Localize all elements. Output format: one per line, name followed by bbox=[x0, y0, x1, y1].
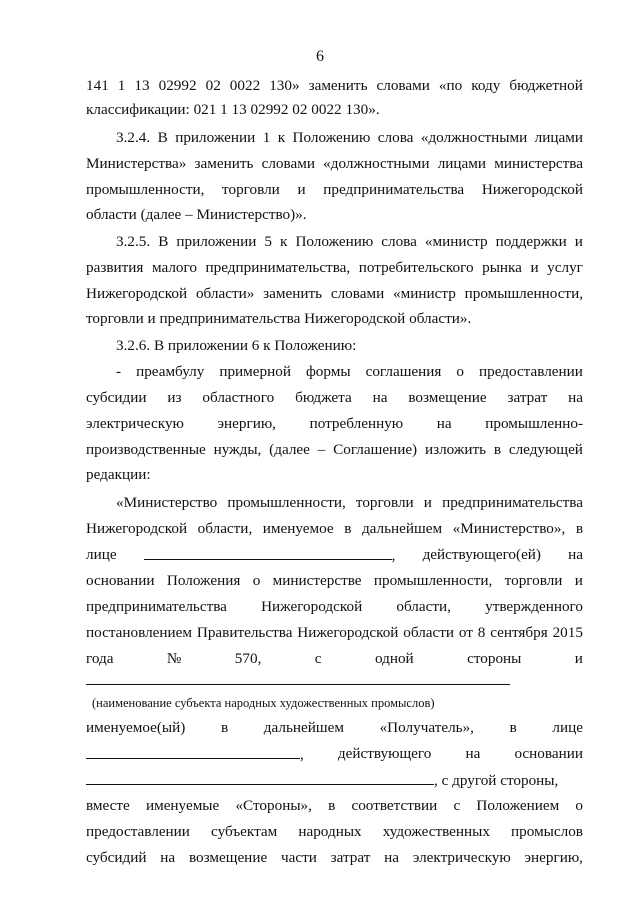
word: коду bbox=[471, 77, 501, 94]
word: Положением bbox=[476, 797, 560, 814]
word: с bbox=[453, 797, 461, 814]
word: к bbox=[280, 233, 288, 250]
word: 13 bbox=[134, 77, 150, 94]
text-line bbox=[86, 154, 583, 174]
word: дальнейшем bbox=[263, 719, 344, 736]
word: Правительства bbox=[196, 624, 293, 641]
word: предпринимательства bbox=[323, 181, 465, 198]
word: на bbox=[160, 849, 176, 866]
word: из bbox=[167, 389, 182, 406]
word: «министр bbox=[393, 285, 456, 302]
word: словами bbox=[376, 77, 430, 94]
word: в bbox=[509, 719, 517, 736]
text-line bbox=[86, 718, 583, 738]
word: преамбулу bbox=[136, 363, 205, 380]
word: рынка bbox=[482, 259, 522, 276]
word: министерства bbox=[494, 155, 583, 172]
text-line bbox=[86, 649, 583, 669]
word: и bbox=[423, 494, 432, 511]
word: словами bbox=[261, 155, 315, 172]
word: действующего(ей) bbox=[422, 546, 541, 563]
word: Министерства» bbox=[86, 155, 187, 172]
word: министерстве bbox=[272, 572, 362, 589]
word: Соглашение) bbox=[333, 441, 418, 458]
word: субсидий bbox=[86, 849, 147, 866]
word: 1 bbox=[117, 77, 126, 94]
word: основании bbox=[514, 745, 583, 762]
word: вместе bbox=[86, 797, 130, 814]
word: потребленную bbox=[309, 415, 404, 432]
word: области, bbox=[396, 598, 451, 615]
word: приложении bbox=[176, 233, 257, 250]
paragraph-3-2-5 bbox=[116, 232, 583, 252]
word: соответствии bbox=[351, 797, 438, 814]
word: 0022 bbox=[229, 77, 261, 94]
word: в bbox=[493, 441, 502, 458]
page-number: 6 bbox=[316, 48, 324, 65]
word: (далее bbox=[269, 441, 310, 458]
word: дальнейшем bbox=[361, 520, 443, 537]
word: субъектам bbox=[211, 823, 278, 840]
word: словами bbox=[330, 285, 385, 302]
word: промышленности, bbox=[227, 494, 346, 511]
word: возмещение bbox=[188, 849, 268, 866]
word: бюджета bbox=[295, 389, 352, 406]
word: Нижегородской bbox=[481, 181, 583, 198]
word: изложить bbox=[424, 441, 487, 458]
word: нужды, bbox=[213, 441, 262, 458]
word: части bbox=[280, 849, 317, 866]
word: потребительского bbox=[358, 259, 474, 276]
word: утвержденного bbox=[485, 598, 583, 615]
word: постановлением bbox=[86, 624, 193, 641]
word: предоставлении bbox=[478, 363, 583, 380]
word: лице bbox=[552, 719, 583, 736]
word: Нижегородской bbox=[86, 285, 188, 302]
word: торговли bbox=[355, 494, 414, 511]
word: В bbox=[158, 233, 169, 250]
word: «должностными bbox=[420, 129, 528, 146]
word: затрат bbox=[507, 389, 548, 406]
word: следующей bbox=[508, 441, 583, 458]
word: основании bbox=[86, 572, 155, 589]
word: народных bbox=[298, 823, 362, 840]
word: 570, bbox=[234, 650, 262, 667]
word: - bbox=[116, 363, 122, 380]
word: слова bbox=[381, 233, 417, 250]
text-line bbox=[86, 440, 583, 460]
word: о bbox=[575, 797, 583, 814]
word: лицами bbox=[437, 155, 487, 172]
word: стороны bbox=[467, 650, 522, 667]
text-line bbox=[116, 362, 583, 382]
word: художественных bbox=[382, 823, 490, 840]
word: в bbox=[344, 520, 352, 537]
word: на bbox=[568, 389, 583, 406]
quote-start bbox=[116, 493, 583, 513]
word: Положению bbox=[295, 233, 374, 250]
word: на bbox=[436, 415, 452, 432]
word: 141 bbox=[86, 77, 109, 94]
word: от bbox=[458, 624, 473, 641]
word: в bbox=[575, 520, 583, 537]
text-line-with-blank bbox=[86, 770, 583, 791]
word: именуемые bbox=[145, 797, 220, 814]
word: именуемое(ый) bbox=[86, 719, 186, 736]
fill-in-blank: , bbox=[86, 744, 304, 765]
word: субсидии bbox=[86, 389, 147, 406]
word: услуг bbox=[547, 259, 583, 276]
word: и bbox=[574, 572, 583, 589]
word: возмещение bbox=[408, 389, 487, 406]
word: слова bbox=[377, 129, 414, 146]
text-line: редакции: bbox=[86, 466, 151, 483]
word: 02992 bbox=[158, 77, 197, 94]
word: производственные bbox=[86, 441, 206, 458]
fill-in-blank bbox=[86, 684, 510, 685]
text-line: области (далее – Министерство)». bbox=[86, 206, 307, 223]
word: Нижегородской bbox=[86, 520, 188, 537]
fill-in-blank: , bbox=[144, 545, 396, 566]
word: «должностными bbox=[323, 155, 430, 172]
word: соглашения bbox=[365, 363, 442, 380]
word: действующего bbox=[337, 745, 432, 762]
word: 3.2.5. bbox=[116, 233, 151, 250]
word: В bbox=[157, 129, 168, 146]
word: торговли bbox=[222, 181, 280, 198]
text-line bbox=[86, 388, 583, 408]
text-line bbox=[86, 796, 583, 816]
word: «по bbox=[438, 77, 463, 94]
word: области, bbox=[197, 520, 253, 537]
word: на bbox=[465, 745, 481, 762]
text-line bbox=[86, 180, 583, 200]
word: области» bbox=[195, 285, 255, 302]
word: 02 bbox=[205, 77, 221, 94]
word: 5 bbox=[264, 233, 273, 250]
paragraph-3-2-6: 3.2.6. В приложении 6 к Положению: bbox=[116, 337, 357, 354]
word: одной bbox=[374, 650, 414, 667]
word: 1 bbox=[262, 129, 271, 146]
word: предпринимательства bbox=[86, 598, 227, 615]
word: поддержки bbox=[495, 233, 567, 250]
word: с bbox=[314, 650, 322, 667]
word: затрат bbox=[330, 849, 371, 866]
word: 8 bbox=[477, 624, 486, 641]
word: торговли bbox=[504, 572, 563, 589]
word: заменить bbox=[308, 77, 368, 94]
word: «Министерство bbox=[116, 494, 218, 511]
text-line bbox=[86, 623, 583, 643]
word: к bbox=[277, 129, 286, 146]
word: примерной bbox=[219, 363, 291, 380]
word: заменить bbox=[194, 155, 254, 172]
word: энергию, bbox=[217, 415, 276, 432]
word: в bbox=[220, 719, 229, 736]
word: именуемое bbox=[262, 520, 334, 537]
word: малого bbox=[151, 259, 197, 276]
word: лицами bbox=[534, 129, 583, 146]
blank-caption: (наименование субъекта народных художественных промыслов) bbox=[92, 696, 435, 710]
fill-in-blank: , bbox=[86, 772, 438, 789]
text-line bbox=[86, 519, 583, 539]
word: областного bbox=[202, 389, 275, 406]
word: промышленно- bbox=[485, 415, 583, 432]
word: на bbox=[372, 389, 388, 406]
word: предпринимательства, bbox=[205, 259, 351, 276]
text-line: торговли и предпринимательства Нижегородской области». bbox=[86, 310, 472, 327]
word: о bbox=[252, 572, 261, 589]
word: электрическую bbox=[86, 415, 184, 432]
text-line bbox=[86, 848, 583, 868]
word: 2015 bbox=[552, 624, 583, 641]
word: на bbox=[384, 849, 400, 866]
text-line bbox=[86, 258, 583, 278]
word: области bbox=[403, 624, 455, 641]
word: о bbox=[456, 363, 464, 380]
word: «Стороны», bbox=[235, 797, 312, 814]
word: и bbox=[574, 233, 583, 250]
word: в bbox=[328, 797, 336, 814]
text-line-with-blank bbox=[86, 744, 583, 765]
word: – bbox=[317, 441, 326, 458]
word: Положению bbox=[292, 129, 371, 146]
word: «министр bbox=[424, 233, 488, 250]
word: № bbox=[166, 650, 182, 667]
text-line bbox=[86, 284, 583, 304]
word: 130» bbox=[269, 77, 300, 94]
word: предоставлении bbox=[86, 823, 190, 840]
word: на bbox=[568, 546, 583, 563]
word: энергию, bbox=[524, 849, 583, 866]
word: развития bbox=[86, 259, 144, 276]
word: промыслов bbox=[511, 823, 583, 840]
word: и bbox=[574, 650, 583, 667]
word: электрическую bbox=[412, 849, 511, 866]
word: и bbox=[530, 259, 539, 276]
word: с другой стороны, bbox=[441, 772, 559, 789]
word: сентября bbox=[490, 624, 548, 641]
text-line: классификации: 021 1 13 02992 02 0022 130». bbox=[86, 101, 380, 118]
word: 3.2.4. bbox=[116, 129, 151, 146]
word: Нижегородской bbox=[261, 598, 363, 615]
paragraph-3-2-4 bbox=[116, 128, 583, 148]
text-line bbox=[86, 76, 583, 96]
word: заменить bbox=[263, 285, 323, 302]
word: года bbox=[86, 650, 114, 667]
word: приложении bbox=[175, 129, 256, 146]
word: лице bbox=[86, 546, 117, 563]
word: и bbox=[297, 181, 306, 198]
word: предпринимательства bbox=[442, 494, 583, 511]
word: Нижегородской bbox=[297, 624, 399, 641]
text-line-with-blank bbox=[86, 545, 583, 566]
word: Положения bbox=[166, 572, 241, 589]
word: промышленности, bbox=[86, 181, 205, 198]
word: промышленности, bbox=[373, 572, 493, 589]
word: формы bbox=[305, 363, 351, 380]
text-line bbox=[86, 597, 583, 617]
word: «Получатель», bbox=[379, 719, 474, 736]
text-line bbox=[86, 571, 583, 591]
word: промышленности, bbox=[464, 285, 583, 302]
word: бюджетной bbox=[509, 77, 583, 94]
word: «Министерство», bbox=[452, 520, 566, 537]
text-line bbox=[86, 822, 583, 842]
text-line bbox=[86, 414, 583, 434]
